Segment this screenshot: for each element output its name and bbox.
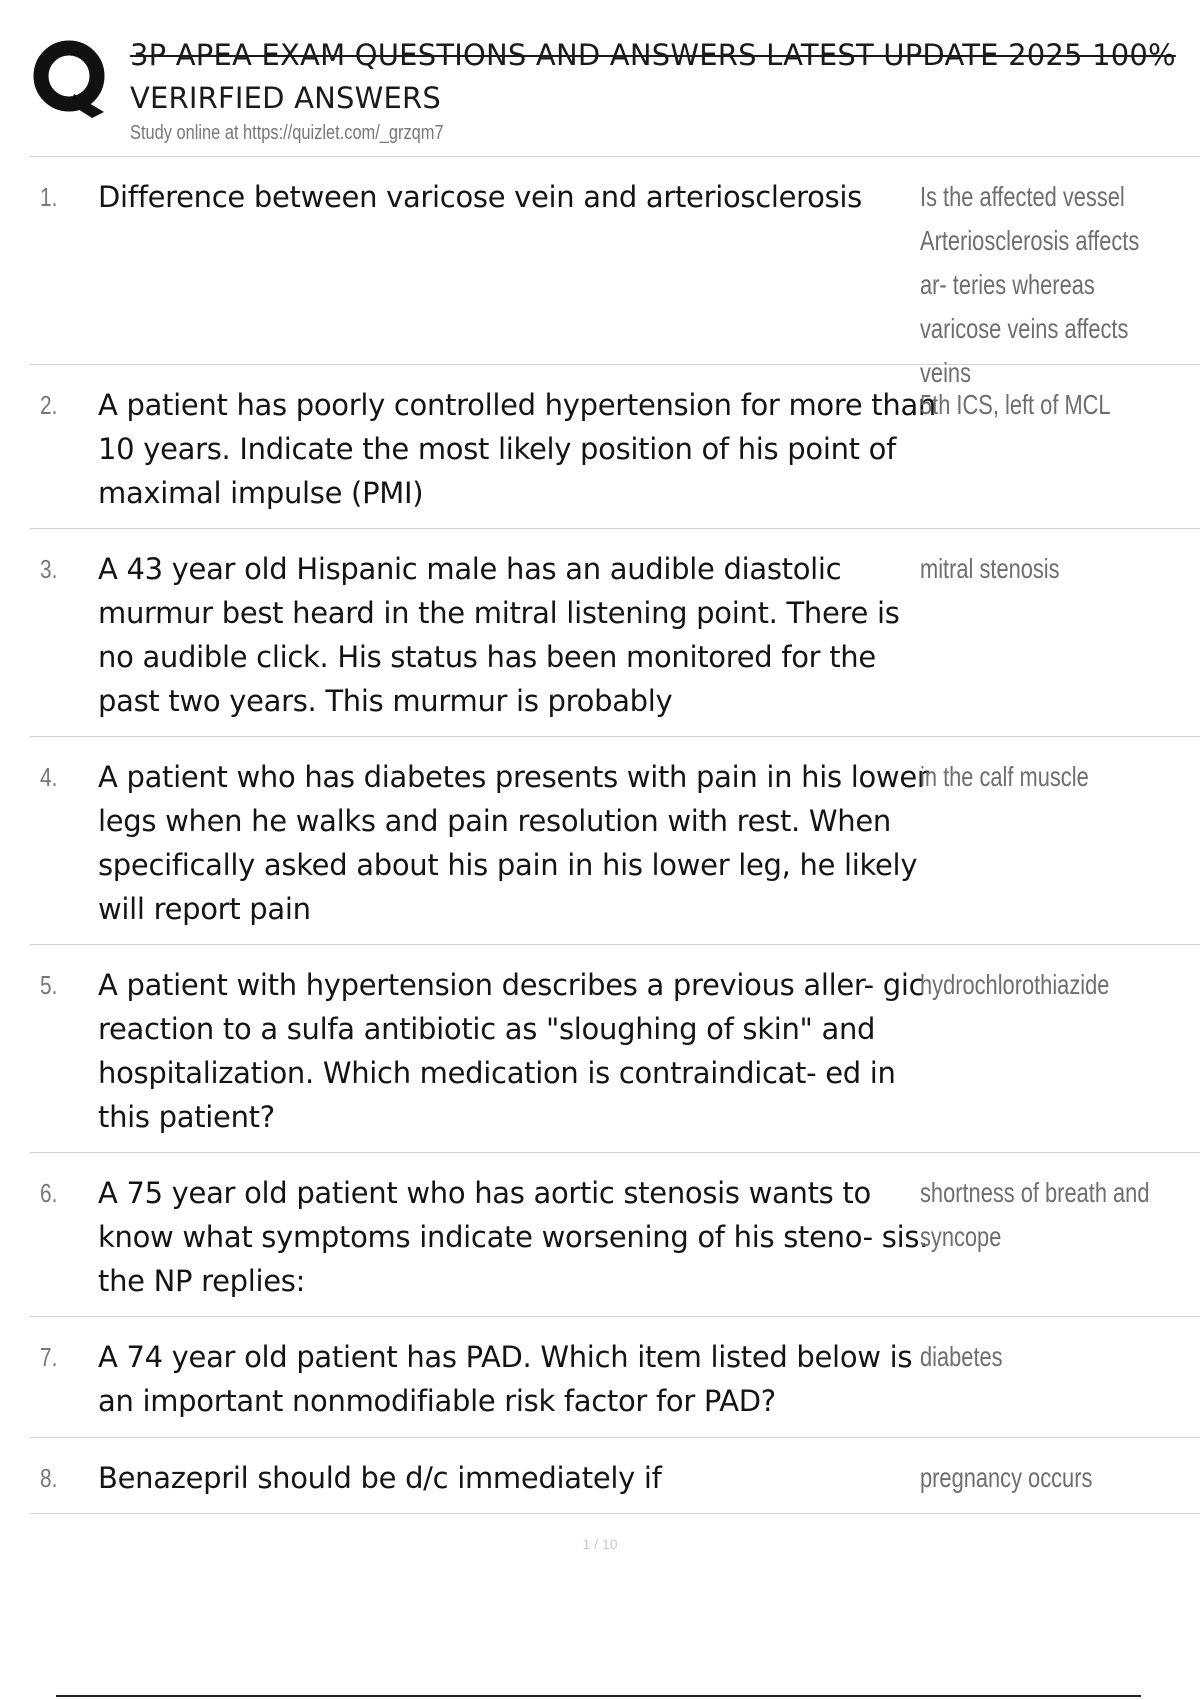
- answer-text: Is the affected vessel Arteriosclerosis affects ar- teries whereas varicose veins affects veins: [920, 181, 1140, 388]
- question-text: Difference between varicose vein and arteriosclerosis: [98, 180, 862, 214]
- title-line-2: VERIRFIED ANSWERS: [130, 81, 442, 115]
- item-number: 4.: [40, 762, 58, 792]
- document-header: [30, 30, 1200, 160]
- title-line-1: 3P APEA EXAM QUESTIONS AND ANSWERS LATEST UPDATE 2025 100%: [130, 38, 1176, 72]
- question-text: A 75 year old patient who has aortic stenosis wants to know what symptoms indicate worsening of his steno- sis. the NP replies:: [98, 1176, 929, 1298]
- question-text: A 43 year old Hispanic male has an audible diastolic murmur best heard in the mitral listening point. There is no audible click. His status has been monitored for the past two years. This murmur is probably: [98, 552, 900, 718]
- item-number: 8.: [40, 1463, 58, 1493]
- answer-text: pregnancy occurs: [920, 1462, 1093, 1493]
- item-number: 7.: [40, 1342, 58, 1372]
- flashcard-row: [30, 1153, 1200, 1317]
- flashcard-row: [30, 157, 1200, 388]
- question-text: A 74 year old patient has PAD. Which item listed below is an important nonmodifiable risk factor for PAD?: [98, 1340, 913, 1418]
- question-text: A patient with hypertension describes a previous aller- gic reaction to a sulfa antibiotic as "sloughing of skin" and hospitalization. Which medication is contraindicat- ed in this patient?: [98, 968, 925, 1134]
- flashcard-list: [30, 156, 1200, 1514]
- answer-text: diabetes: [920, 1341, 1003, 1372]
- flashcard-row: [30, 529, 1200, 737]
- answer-text: 5th ICS, left of MCL: [920, 389, 1111, 420]
- flashcard-row: [30, 737, 1200, 945]
- flashcard-row: [30, 945, 1200, 1153]
- answer-text: hydrochlorothiazide: [920, 969, 1110, 1000]
- page-divider: [56, 1695, 1141, 1697]
- answer-text: shortness of breath and syncope: [920, 1177, 1150, 1252]
- answer-text: in the calf muscle: [920, 761, 1089, 792]
- question-text: Benazepril should be d/c immediately if: [98, 1461, 662, 1495]
- flashcard-row: [30, 365, 1200, 529]
- question-text: A patient who has diabetes presents with pain in his lower legs when he walks and pain resolution with rest. When specifically asked about his pain in his lower leg, he likely will report pain: [98, 760, 929, 926]
- question-text: A patient has poorly controlled hypertension for more than 10 years. Indicate the most likely position of his point of maximal impulse (PMI): [98, 388, 937, 510]
- document-title: [130, 34, 1200, 120]
- page-number: 1 / 10: [582, 1536, 618, 1552]
- item-number: 6.: [40, 1178, 58, 1208]
- study-online-link[interactable]: Study online at https://quizlet.com/_grzqm7: [130, 122, 444, 144]
- item-number: 5.: [40, 970, 58, 1000]
- item-number: 2.: [40, 390, 58, 420]
- flashcard-row: [30, 1317, 1200, 1438]
- answer-text: mitral stenosis: [920, 553, 1060, 584]
- item-number: 3.: [40, 554, 58, 584]
- quizlet-q-logo-icon: [30, 38, 112, 120]
- flashcard-row: [30, 1438, 1200, 1514]
- item-number: 1.: [40, 182, 58, 212]
